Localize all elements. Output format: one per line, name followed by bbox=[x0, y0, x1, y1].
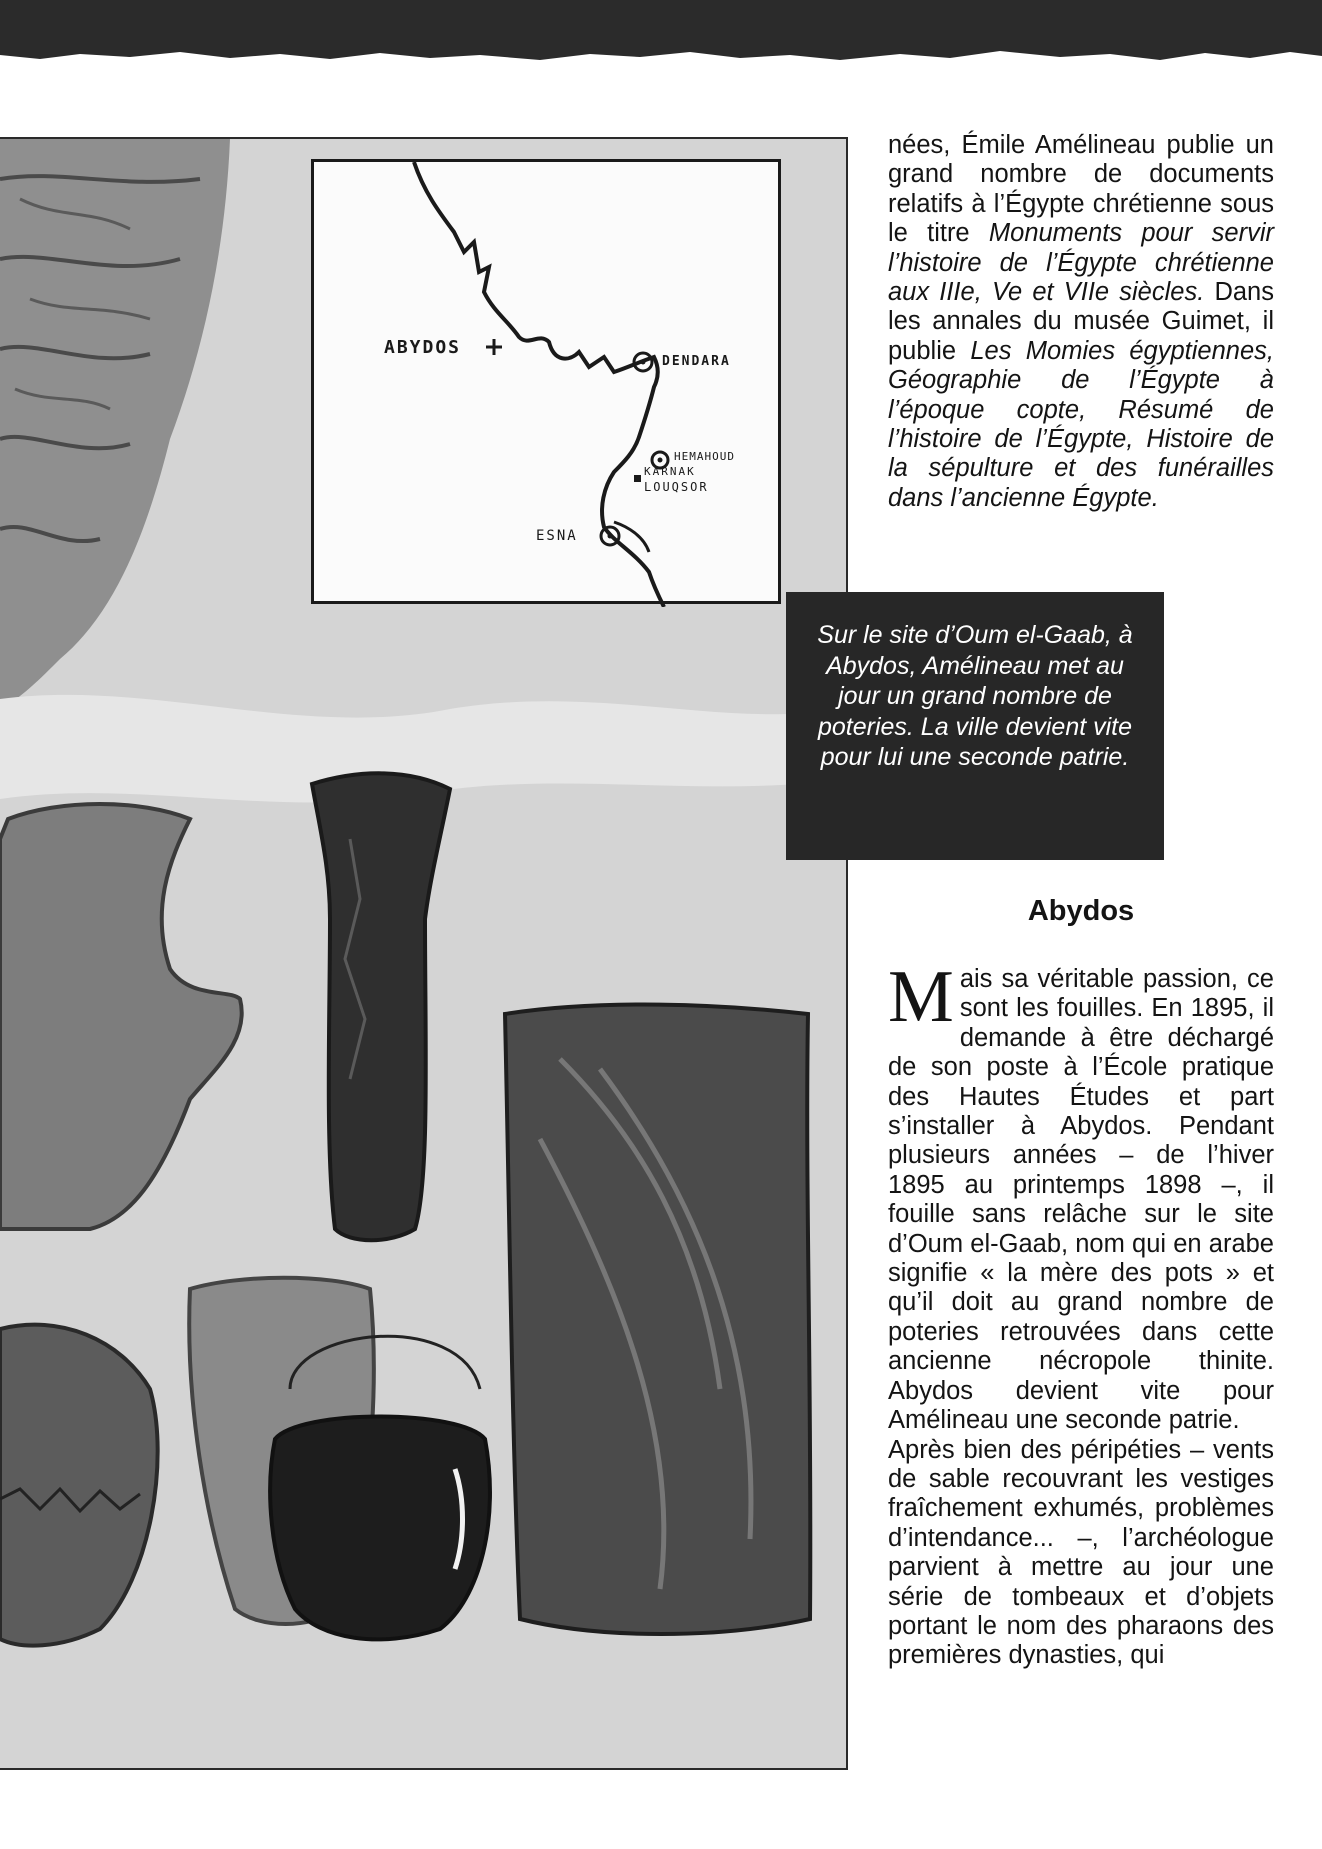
drop-cap: M bbox=[888, 956, 954, 1038]
section-title: Abydos bbox=[1027, 895, 1135, 927]
intro-text-a: nées, Émile Amélineau publie un grand nombre de documents relatifs à l’Égypte chrétienne sous le titre bbox=[888, 131, 1274, 248]
torn-header-band bbox=[0, 0, 1322, 80]
caption-text: Sur le site d’Oum el-Gaab, à Abydos, Amélineau met au jour un grand nombre de poteries. La ville devient vite pour lui une seconde patrie. bbox=[817, 621, 1133, 771]
map-of-upper-egypt bbox=[311, 159, 781, 604]
map-label-dendara: DENDARA bbox=[662, 354, 731, 369]
monuments-title: Monuments pour servir l’histoire de l’Égypte chrétienne aux IIIe, Ve et VIIe siècles. bbox=[888, 219, 1275, 307]
illustration-caption bbox=[786, 592, 1164, 860]
intro-paragraph bbox=[888, 131, 1274, 513]
section-paragraph-1: ais sa véritable passion, ce sont les fouilles. En 1895, il demande à être déchargé de son poste à l’École pratique des Hautes Études et part s’installer à Abydos. Pendant plusieurs années – de l’hiver 1895 au printemps 1898 –, il fouille sans relâche sur le site d’Oum el-Gaab, nom qui en arabe signifie « la mère des pots » et qu’il doit au grand nombre de poteries retrouvées dans cette ancienne nécropole thinite. Abydos devient vite pour Amélineau une seconde patrie. bbox=[888, 965, 1274, 1435]
map-label-nagada: HEMAHOUD bbox=[674, 450, 735, 463]
intro-text-b: Dans les annales du musée Guimet, il publie bbox=[888, 278, 1274, 365]
map-label-karnak: KARNAK bbox=[644, 465, 696, 478]
section-body bbox=[888, 956, 1274, 1671]
pottery-illustration bbox=[0, 137, 848, 1770]
map-label-abydos: ABYDOS bbox=[384, 337, 462, 358]
map-label-esna: ESNA bbox=[536, 528, 578, 544]
publication-titles: Les Momies égyptiennes, Géographie de l’Égypte à l’époque copte, Résumé de l’histoire de l’Égypte, Histoire de la sépulture et des funérailles dans l’ancienne Égypte. bbox=[888, 336, 1274, 512]
map-label-louqsor: LOUQSOR bbox=[644, 480, 709, 494]
section-paragraph-2: Après bien des péripéties – vents de sable recouvrant les vestiges fraîchement exhumés, problèmes d’intendance... –, l’archéologue parvient à mettre au jour une série de tombeaux et d’objets portant le nom des pharaons des premières dynasties, qui bbox=[888, 1435, 1274, 1670]
